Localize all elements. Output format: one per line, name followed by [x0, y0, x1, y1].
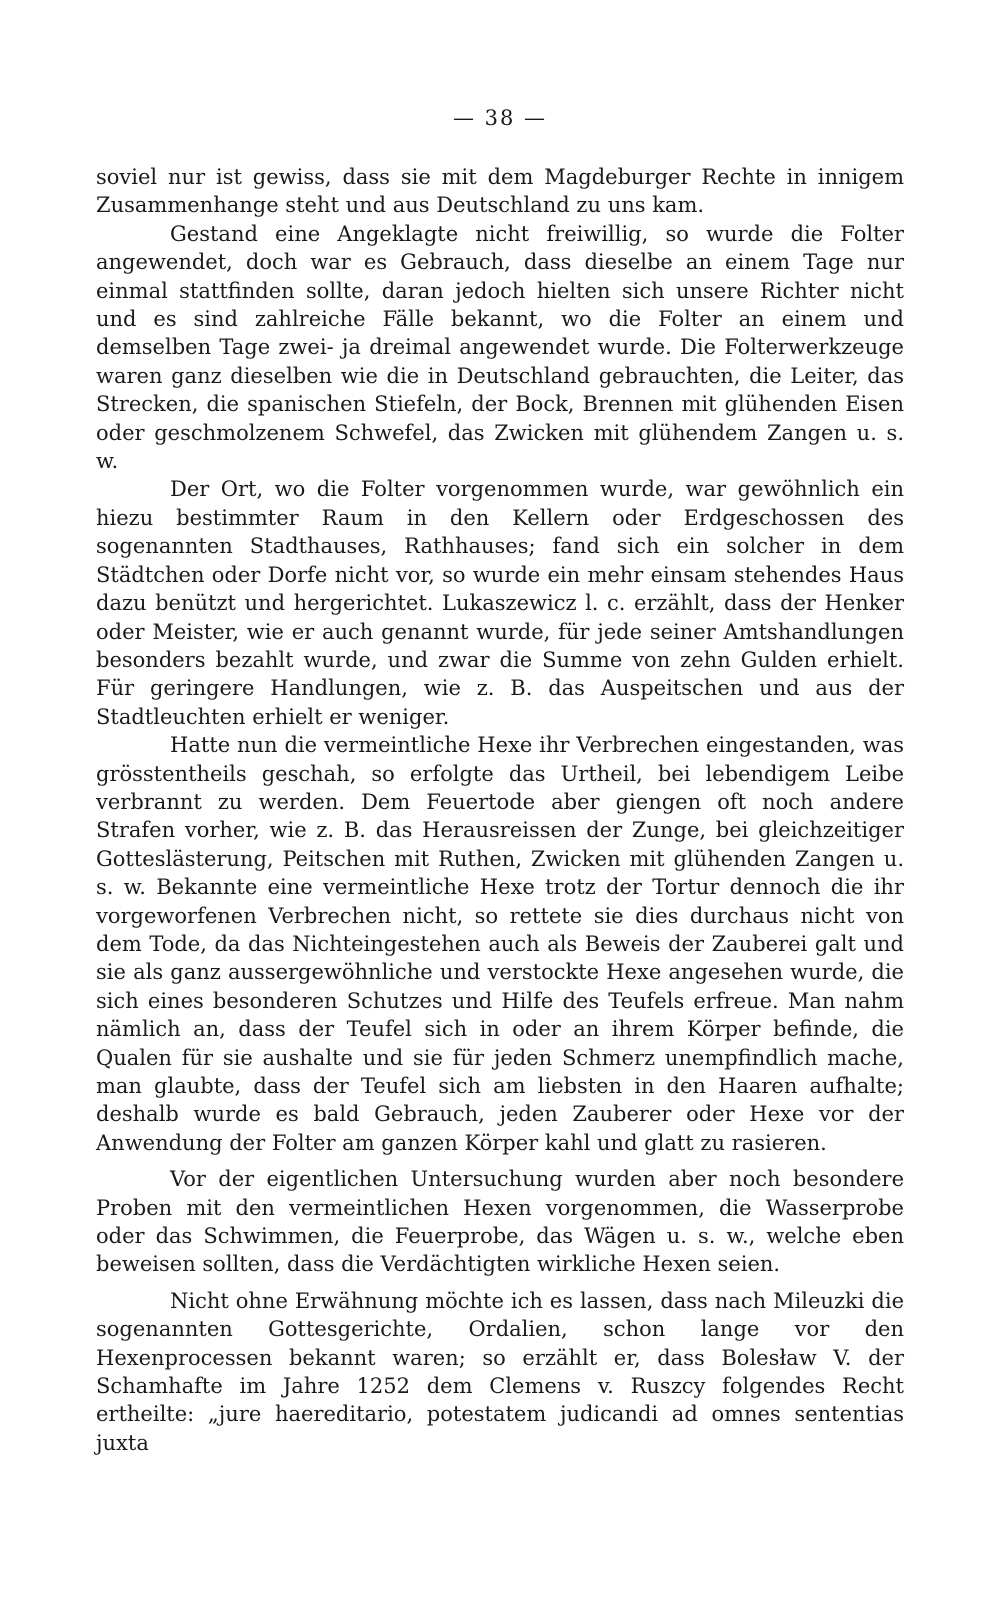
page-number: — 38 — — [452, 106, 548, 130]
paragraph-ort: Der Ort, wo die Folter vorgenommen wurde, war gewöhnlich ein hiezu bestimmter Raum in den Kellern oder Erdgeschossen des sogenannten Stadthauses, Rathhauses; fand sich ein solcher in dem Städtchen oder Dorfe nicht vor, so wurde ein mehr einsam stehendes Haus dazu benützt und hergerichtet. Lukaszewicz l. c. erzählt, dass der Henker oder Meister, wie er auch genannt wurde, für jede seiner Amtshandlungen besonders bezahlt wurde, und zwar die Summe von zehn Gulden erhielt. Für geringere Handlungen, wie z. B. das Auspeitschen und aus der Stadtleuchten erhielt er weniger. — [96, 477, 904, 729]
body-text — [96, 163, 904, 1457]
paragraph-folter: Gestand eine Angeklagte nicht freiwillig, so wurde die Folter angewendet, doch war es Gebrauch, dass dieselbe an einem Tage nur einmal stattfinden sollte, daran jedoch hielten sich unsere Richter nicht und es sind zahlreiche Fälle bekannt, wo die Folter an einem und demselben Tage zwei- ja dreimal angewendet wurde. Die Folterwerkzeuge waren ganz dieselben wie die in Deutschland gebrauchten, die Leiter, das Strecken, die spanischen Stiefeln, der Bock, Brennen mit glühenden Eisen oder geschmolzenem Schwefel, das Zwicken mit glühendem Zangen u. s. w. — [96, 221, 904, 474]
paragraph-continuation: soviel nur ist gewiss, dass sie mit dem Magdeburger Rechte in innigem Zusammenhange steht und aus Deutschland zu uns kam. — [96, 165, 904, 218]
paragraph-proben: Vor der eigentlichen Untersuchung wurden aber noch besondere Proben mit den vermeintlichen Hexen vorgenommen, die Wasserprobe oder das Schwimmen, die Feuerprobe, das Wägen u. s. w., welche eben beweisen sollten, dass die Verdächtigten wirkliche Hexen seien. — [96, 1167, 904, 1277]
paragraph-ordalien: Nicht ohne Erwähnung möchte ich es lassen, dass nach Mileuzki die sogenannten Gottesgerichte, Ordalien, schon lange vor den Hexenprocessen bekannt waren; so erzählt er, dass Bolesław V. der Schamhafte im Jahre 1252 dem Clemens v. Ruszcy folgendes Recht ertheilte: „jure haereditario, potestatem judicandi ad omnes sententias juxta — [96, 1288, 904, 1455]
paragraph-urtheil: Hatte nun die vermeintliche Hexe ihr Verbrechen eingestanden, was grösstentheils geschah, so erfolgte das Urtheil, bei lebendigem Leibe verbrannt zu werden. Dem Feuertode aber giengen oft noch andere Strafen vorher, wie z. B. das Herausreissen der Zunge, bei gleichzeitiger Gotteslästerung, Peitschen mit Ruthen, Zwicken mit glühenden Zangen u. s. w. Bekannte eine vermeintliche Hexe trotz der Tortur dennoch die ihr vorgeworfenen Verbrechen nicht, so rettete sie dies durchaus nicht von dem Tode, da das Nichteingestehen auch als Beweis der Zauberei galt und sie als ganz aussergewöhnliche und verstockte Hexe angesehen wurde, die sich eines besonderen Schutzes und Hilfe des Teufels erfreue. Man nahm nämlich an, dass der Teufel sich in oder an ihrem Körper befinde, die Qualen für sie aushalte und sie für jeden Schmerz unempfindlich mache, man glaubte, dass der Teufel sich am liebsten in den Haaren aufhalte; deshalb wurde es bald Gebrauch, jeden Zauberer oder Hexe vor der Anwendung der Folter am ganzen Körper kahl und glatt zu rasieren. — [96, 733, 904, 1155]
